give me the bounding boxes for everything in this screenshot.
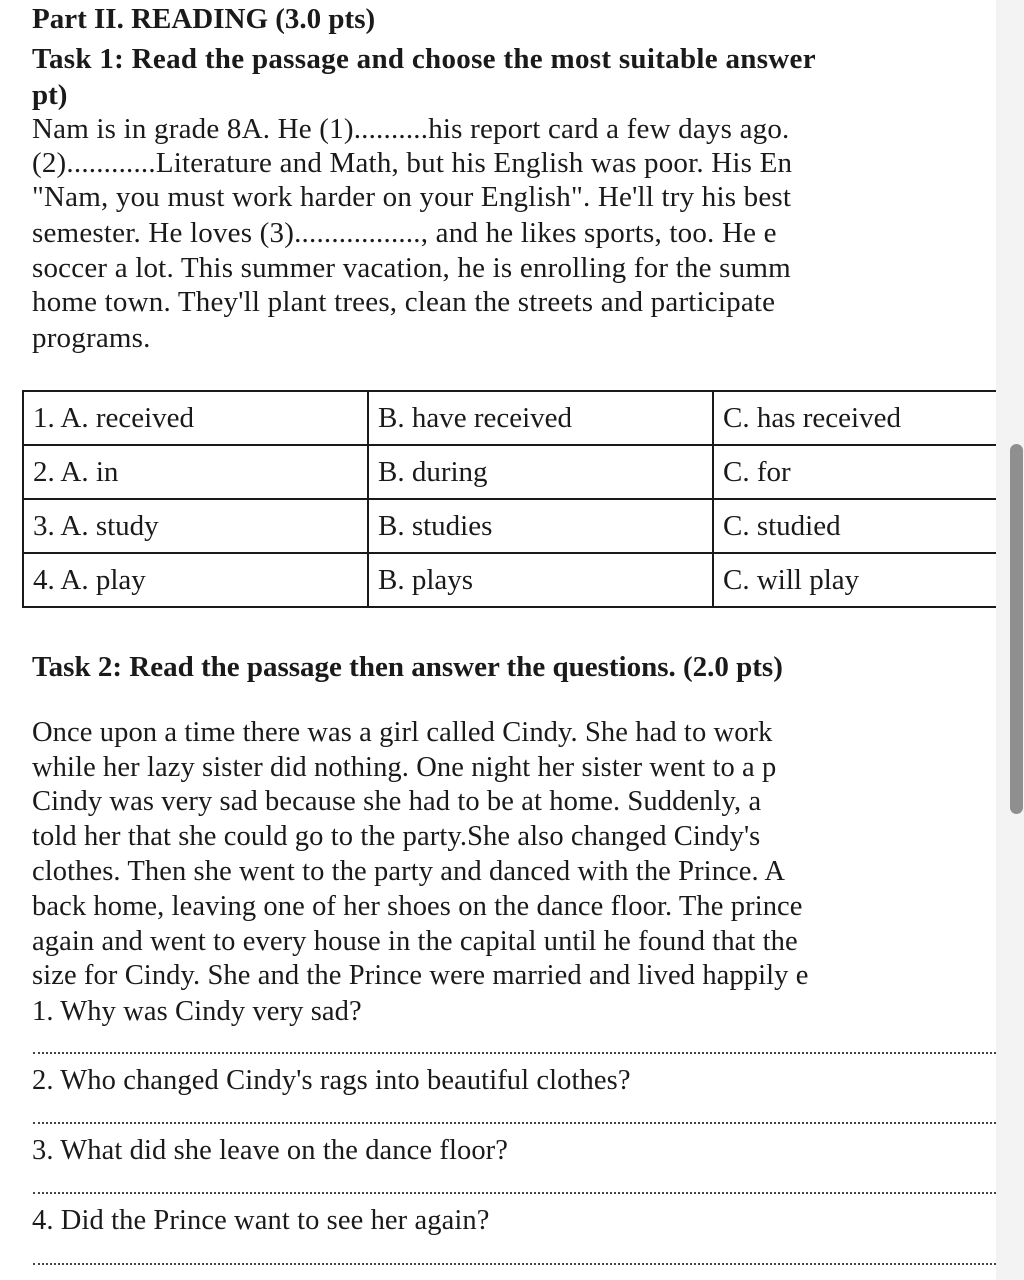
task2-passage-line: size for Cindy. She and the Prince were married and lived happily e <box>32 960 809 991</box>
table-row <box>23 499 996 553</box>
answer-line[interactable] <box>33 1263 996 1265</box>
task1-passage-line: "Nam, you must work harder on your English". He'll try his best <box>32 181 792 213</box>
task2-passage-line: while her lazy sister did nothing. One night her sister went to a p <box>32 752 777 783</box>
task2-passage-line: back home, leaving one of her shoes on the dance floor. The prince <box>32 891 803 922</box>
answer-line[interactable] <box>33 1052 996 1054</box>
task1-title-continued: pt) <box>32 79 68 111</box>
task2-passage-line: Cindy was very sad because she had to be at home. Suddenly, a <box>32 786 762 817</box>
table-row <box>23 391 996 445</box>
task1-passage-line: (2)............Literature and Math, but his English was poor. His En <box>32 147 793 179</box>
task1-passage-line: semester. He loves (3)................., and he likes sports, too. He e <box>32 217 777 249</box>
task1-title: Task 1: Read the passage and choose the most suitable answer <box>32 43 816 75</box>
task2-passage-line: again and went to every house in the capital until he found that the <box>32 926 798 957</box>
task1-passage-line: home town. They'll plant trees, clean the streets and participate <box>32 286 776 318</box>
answer-line[interactable] <box>33 1192 996 1194</box>
table-row <box>23 553 996 607</box>
option-cell: 2. A. in <box>23 445 368 499</box>
option-cell: C. studied <box>713 499 996 553</box>
option-cell: 3. A. study <box>23 499 368 553</box>
task1-passage-line: soccer a lot. This summer vacation, he is enrolling for the summ <box>32 252 791 284</box>
question-1: 1. Why was Cindy very sad? <box>32 996 362 1027</box>
option-cell: B. during <box>368 445 713 499</box>
scrollbar-thumb[interactable] <box>1010 444 1023 814</box>
task2-passage-line: Once upon a time there was a girl called Cindy. She had to work <box>32 717 773 748</box>
task2-passage-line: clothes. Then she went to the party and danced with the Prince. A <box>32 856 786 887</box>
option-cell: 1. A. received <box>23 391 368 445</box>
option-cell: B. plays <box>368 553 713 607</box>
option-cell: C. will play <box>713 553 996 607</box>
table-row <box>23 445 996 499</box>
option-cell: B. have received <box>368 391 713 445</box>
answer-line[interactable] <box>33 1122 996 1124</box>
question-2: 2. Who changed Cindy's rags into beautiful clothes? <box>32 1065 631 1096</box>
answer-options-table <box>22 390 996 608</box>
task2-title: Task 2: Read the passage then answer the questions. (2.0 pts) <box>32 651 783 683</box>
part-title: Part II. READING (3.0 pts) <box>32 3 376 35</box>
task1-passage-line: programs. <box>32 322 151 354</box>
task1-passage-line: Nam is in grade 8A. He (1)..........his report card a few days ago. <box>32 113 790 145</box>
task2-passage-line: told her that she could go to the party.She also changed Cindy's <box>32 821 761 852</box>
option-cell: B. studies <box>368 499 713 553</box>
question-4: 4. Did the Prince want to see her again? <box>32 1205 490 1236</box>
option-cell: C. has received <box>713 391 996 445</box>
option-cell: 4. A. play <box>23 553 368 607</box>
option-cell: C. for <box>713 445 996 499</box>
question-3: 3. What did she leave on the dance floor? <box>32 1135 509 1166</box>
